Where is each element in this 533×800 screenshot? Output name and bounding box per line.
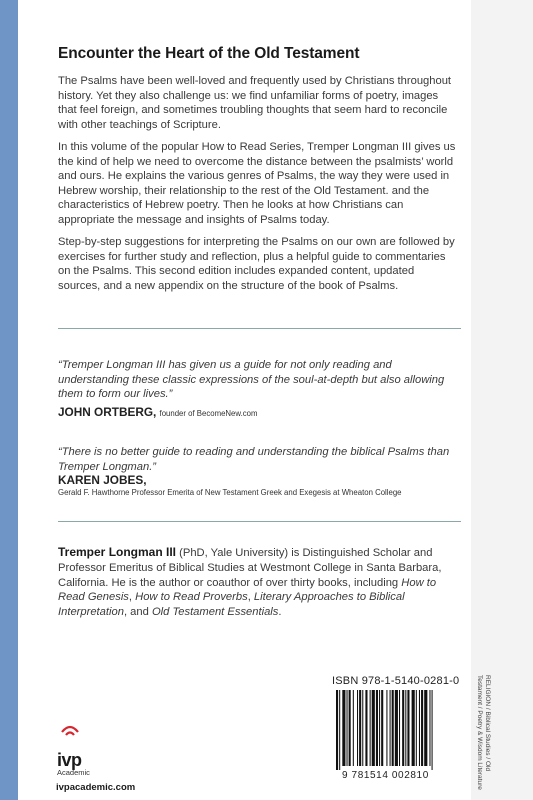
description-paragraph-3: Step-by-step suggestions for interpreting the Psalms on our own are followed by exercises for further study and reflection, plus a helpful guide to commentaries on the Psalms. This second edition includes expanded content, updated sources, and a new appendix on the structure of the book of Psalms. [58, 236, 455, 292]
endorser-name-1: JOHN ORTBERG, [58, 405, 157, 419]
description-paragraph-1: The Psalms have been well-loved and frequently used by Christians throughout history. Yet they also challenge us: we find unfamiliar forms of poetry, images that feel foreign, and sometimes troubling thoughts that seem hard to reconcile with other teachings of Scripture. [58, 75, 452, 131]
divider-1 [58, 328, 461, 329]
author-bio: Tremper Longman III (PhD, Yale University) is Distinguished Scholar and Professor Emeritus of Biblical Studies at Westmont College in Santa Barbara, California. He is the author or coauthor of over thirty books, including How to Read Genesis, How to Read Proverbs, Literary Approaches to Biblical Interpretation, and Old Testament Essentials. [58, 545, 442, 619]
barcode [330, 690, 462, 772]
description-paragraph-2: In this volume of the popular How to Read Series, Tremper Longman III gives us the kind of help we need to overcome the distance between the psalmists’ world and ours. He explains the various genres of Psalms, the way they were used in Hebrew worship, their relationship to the rest of the Old Testament. and the characteristics of Hebrew poetry. Then he looks at how Christians can appropriate the message and insights of Psalms today. [58, 141, 456, 226]
barcode-digits: 9 781514 002810 [342, 770, 429, 781]
endorsement-quote-1: “Tremper Longman III has given us a guide for not only reading and understanding these classic expressions of the soul-at-depth but also allowing them to form our lives.” [58, 359, 445, 401]
endorser-name-2: KAREN JOBES, [58, 473, 147, 487]
isbn-number: ISBN 978-1-5140-0281-0 [332, 675, 460, 687]
endorsement-quote-2: “There is no better guide to reading and understanding the biblical Psalms than Tremper Longman.” [58, 446, 450, 473]
author-name: Tremper Longman III [58, 545, 177, 559]
left-color-strip [0, 0, 18, 800]
endorser-affiliation-2: Gerald F. Hawthorne Professor Emerita of New Testament Greek and Exegesis at Wheaton College [58, 488, 402, 497]
category-label: RELIGION / Biblical Studies / Old Testament / Poetry & Wisdom Literature [476, 675, 491, 790]
cover-heading: Encounter the Heart of the Old Testament [58, 45, 360, 62]
publisher-logo-text: ivp [57, 750, 82, 770]
publisher-url: ivpacademic.com [56, 782, 136, 793]
divider-2 [58, 521, 461, 522]
publisher-imprint: Academic [57, 768, 90, 777]
endorser-affiliation-1: founder of BecomeNew.com [159, 409, 258, 418]
endorsement-attribution-1 [58, 405, 468, 419]
